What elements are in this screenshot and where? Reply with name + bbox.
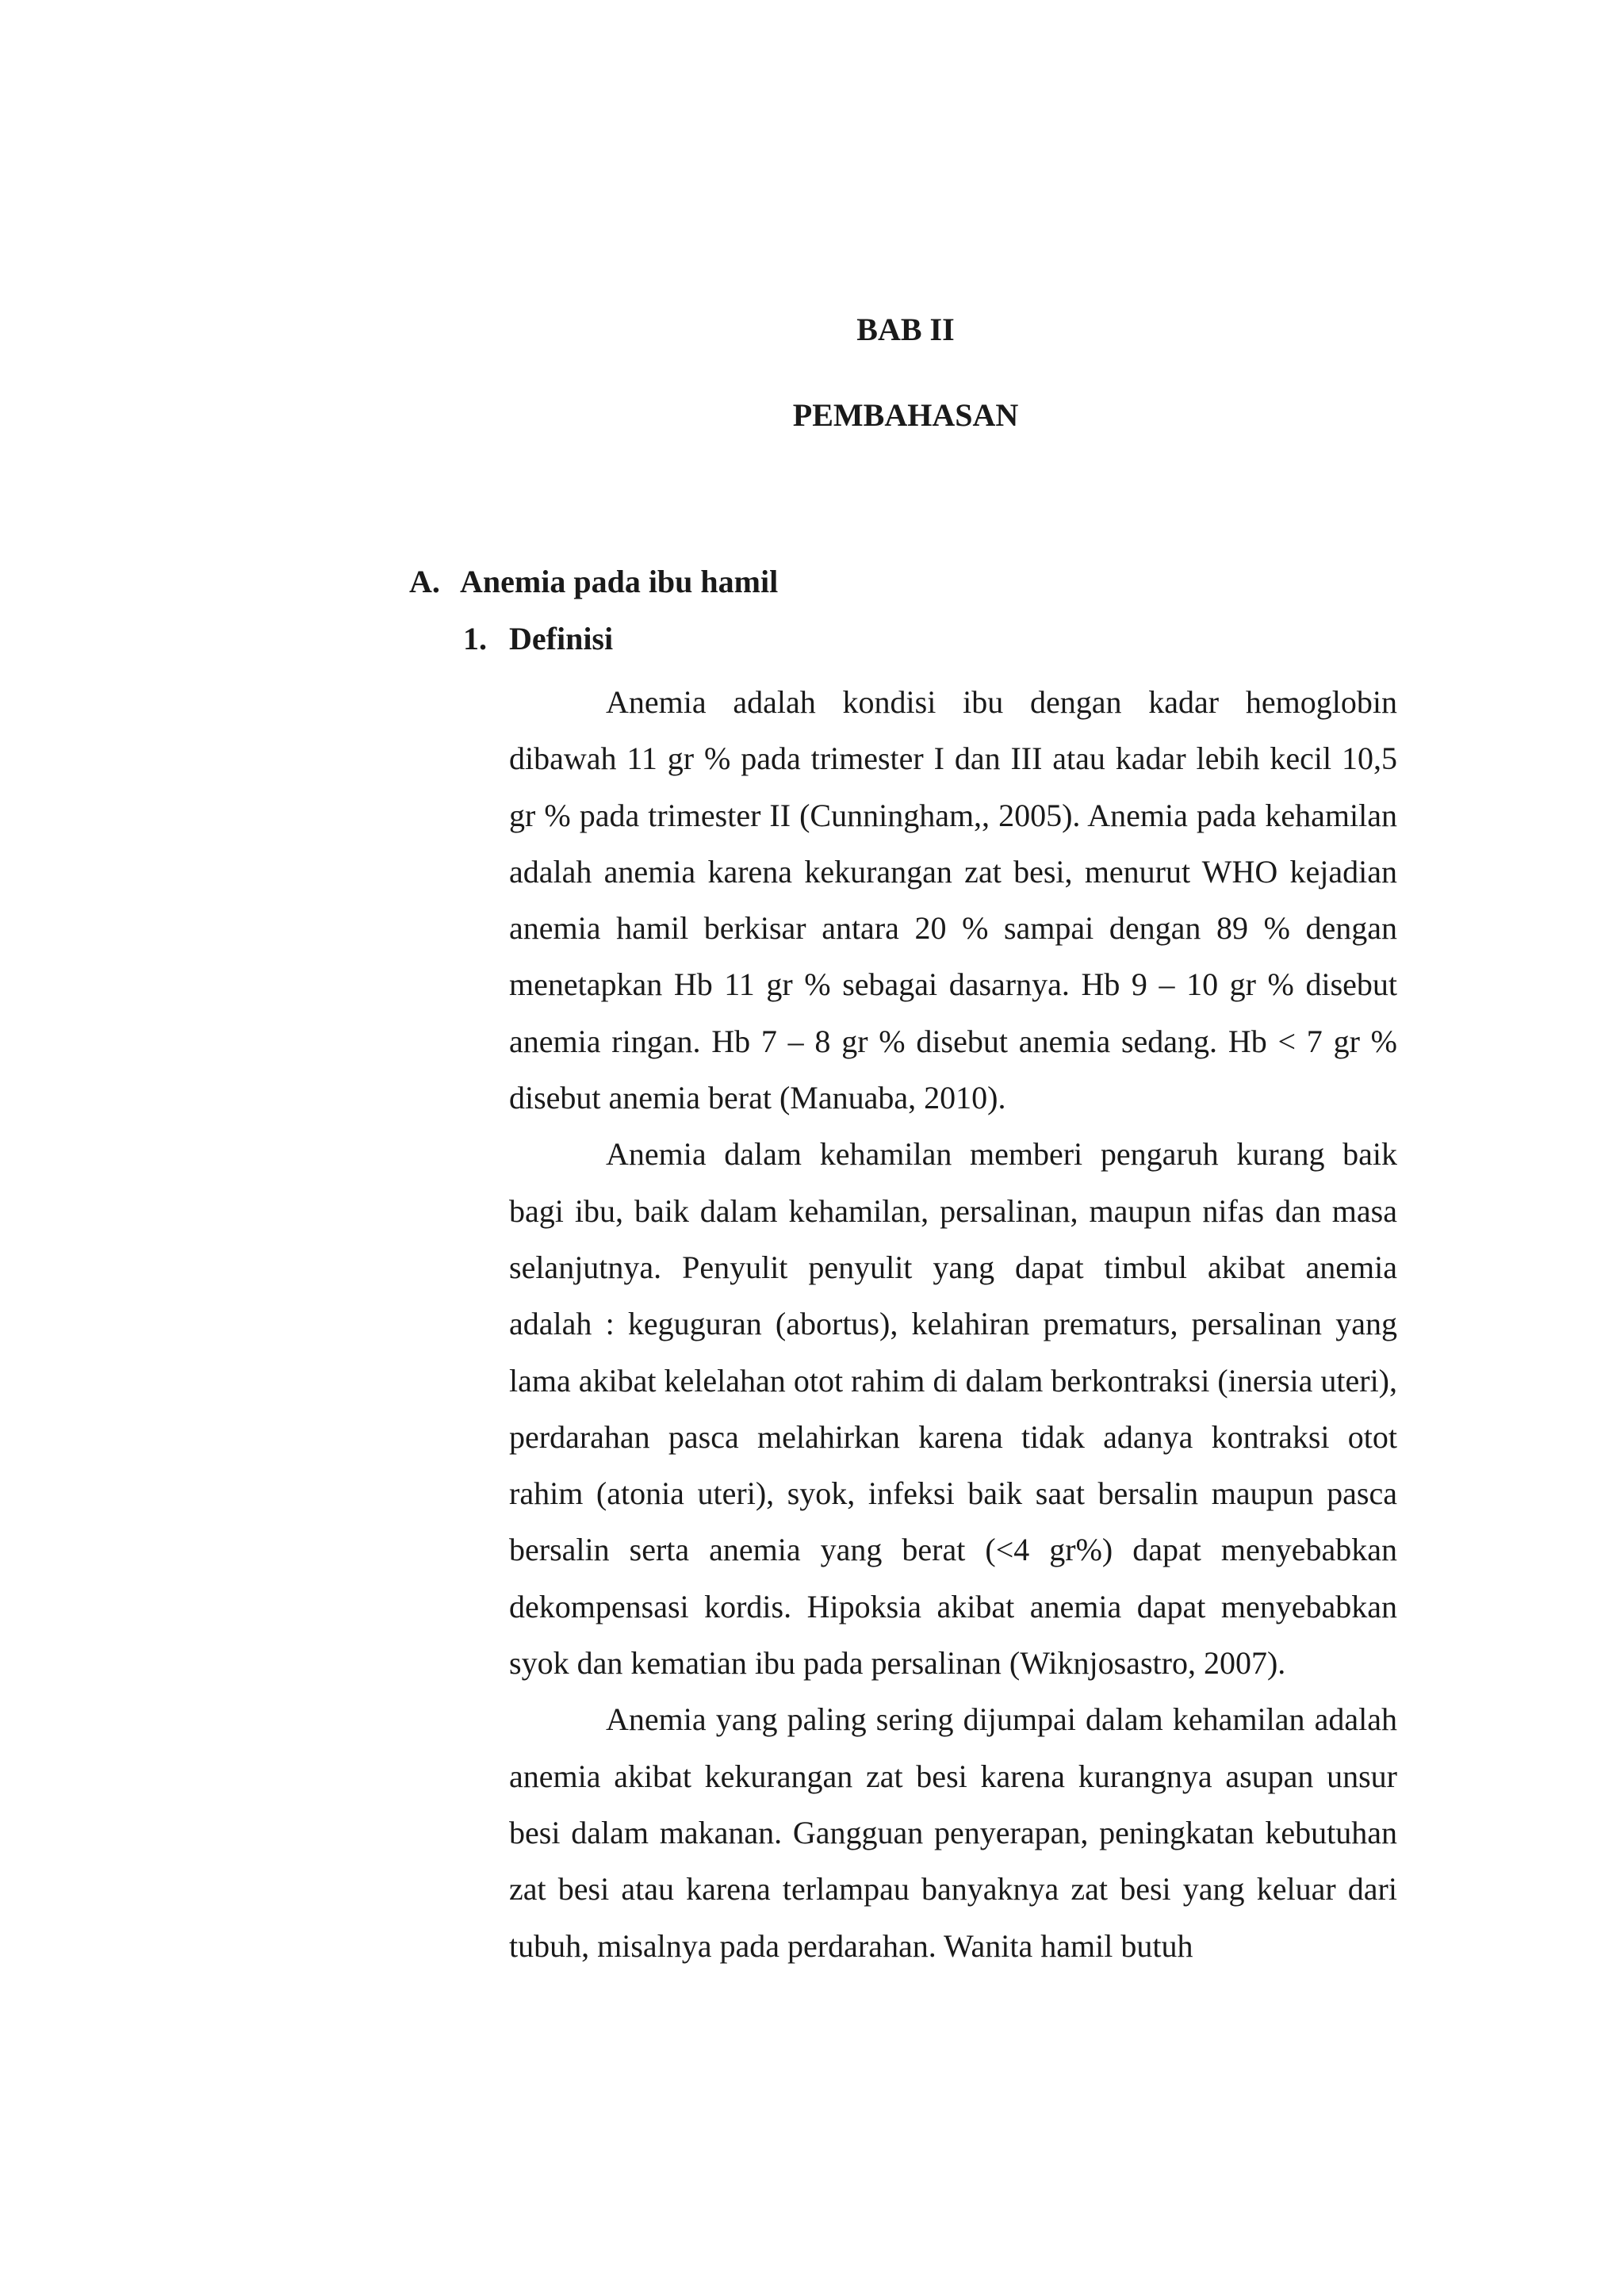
section-label: A. <box>409 564 440 599</box>
section-title: Anemia pada ibu hamil <box>460 564 779 599</box>
paragraph: Anemia dalam kehamilan memberi pengaruh kurang baik bagi ibu, baik dalam kehamilan, persalinan, maupun nifas dan masa selanjutnya. Penyulit penyulit yang dapat timbul akibat anemia adalah : keguguran (abortus), kelahiran prematurs, persalinan yang lama akibat kelelahan otot rahim di dalam berkontraksi (inersia uteri), perdarahan pasca melahirkan karena tidak adanya kontraksi otot rahim (atonia uteri), syok, infeksi baik saat bersalin maupun pasca bersalin serta anemia yang berat (<4 gr%) dapat menyebabkan dekompensasi kordis. Hipoksia akibat anemia dapat menyebabkan syok dan kematian ibu pada persalinan (Wiknjosastro, 2007). <box>509 1136 1397 1682</box>
subsection-title: Definisi <box>509 621 614 656</box>
chapter-number: BAB II <box>856 312 955 347</box>
paragraph: Anemia yang paling sering dijumpai dalam kehamilan adalah anemia akibat kekurangan zat besi karena kurangnya asupan unsur besi dalam makanan. Gangguan penyerapan, peningkatan kebutuhan zat besi atau karena terlampau banyaknya zat besi yang keluar dari tubuh, misalnya pada perdarahan. Wanita hamil butuh <box>509 1701 1397 1964</box>
chapter-title: PEMBAHASAN <box>792 397 1019 433</box>
body-text <box>509 674 1397 1974</box>
subsection-label: 1. <box>463 621 487 656</box>
section-heading <box>409 563 778 601</box>
paragraph: Anemia adalah kondisi ibu dengan kadar hemoglobin dibawah 11 gr % pada trimester I dan III atau kadar lebih kecil 10,5 gr % pada trimester II (Cunningham,, 2005). Anemia pada kehamilan adalah anemia karena kekurangan zat besi, menurut WHO kejadian anemia hamil berkisar antara 20 % sampai dengan 89 % dengan menetapkan Hb 11 gr % sebagai dasarnya. Hb 9 – 10 gr % disebut anemia ringan. Hb 7 – 8 gr % disebut anemia sedang. Hb < 7 gr % disebut anemia berat (Manuaba, 2010). <box>509 684 1397 1116</box>
subsection-heading <box>463 620 613 658</box>
